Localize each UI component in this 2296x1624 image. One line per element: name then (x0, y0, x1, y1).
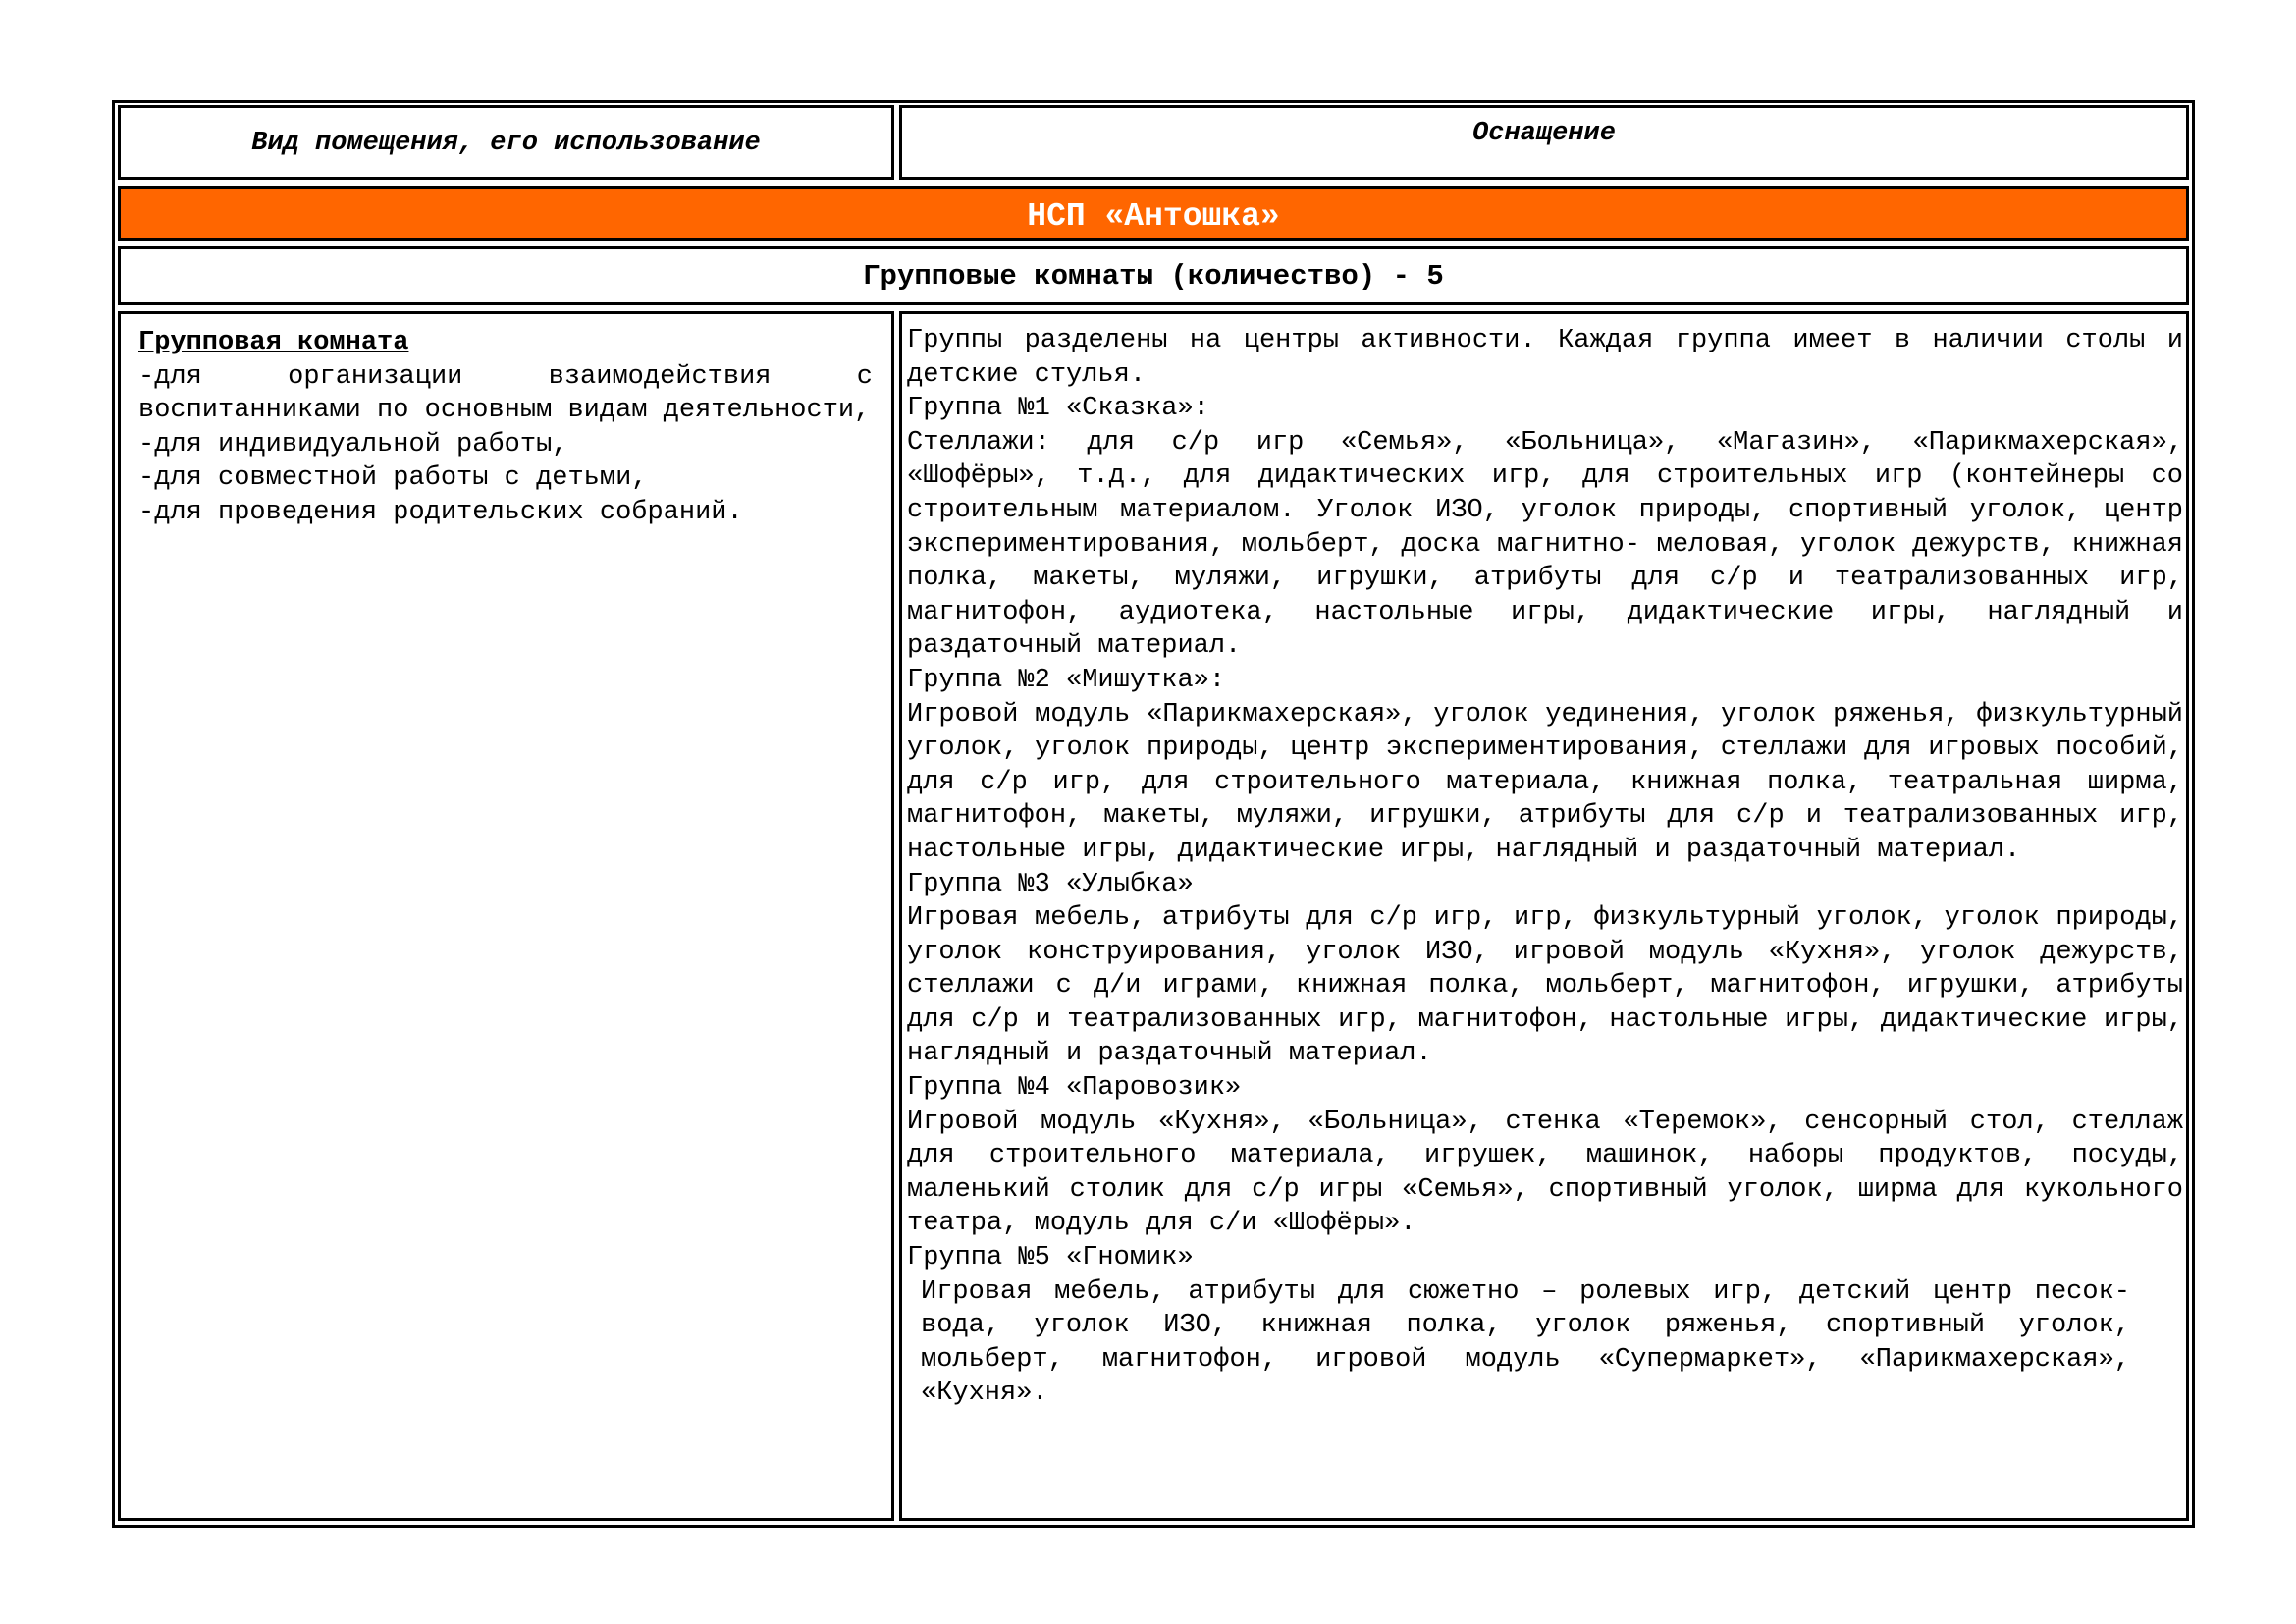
facility-banner (118, 186, 2189, 241)
group-2-title: Группа №2 «Мишутка»: (907, 665, 1226, 695)
group-2-text: Игровой модуль «Парикмахерская», уголок уединения, уголок ряженья, физкультурный уголок, уголок природы, центр экспериментирования, стеллажи для игровых пособий, для с/р игр, для строительного материала, книжная полка, театральная ширма, магнитофон, макеты, муляжи, игрушки, атрибуты для с/р и театрализованных игр, настольные игры, дидактические игры, наглядный и раздаточный материал. (907, 699, 2183, 865)
room-cell (118, 311, 894, 1521)
section-title: Групповые комнаты (количество) - 5 (863, 260, 1444, 293)
group-4-title: Группа №4 «Паровозик» (907, 1073, 1242, 1104)
group-5-title: Группа №5 «Гномик» (907, 1243, 1194, 1273)
group-4-text: Игровой модуль «Кухня», «Больница», стенка «Теремок», сенсорный стол, стеллаж для строительного материала, игрушек, машинок, наборы продуктов, посуды, маленький столик для с/р игры «Семья», спортивный уголок, ширма для кукольного театра, модуль для с/и «Шофёры». (907, 1107, 2183, 1239)
equipment-description (907, 324, 2183, 1411)
group-1-text: Стеллажи: для с/р игр «Семья», «Больница», «Магазин», «Парикмахерская», «Шофёры», т.д., для дидактических игр, для строительных игр (контейнеры со строительным материалом. Уголок ИЗО, уголок природы, спортивный уголок, центр экспериментирования, мольберт, доска магнитно- меловая, уголок дежурств, книжная полка, макеты, муляжи, игрушки, атрибуты для с/р и театрализованных игр, магнитофон, аудиотека, настольные игры, дидактические игры, наглядный и раздаточный материал. (907, 427, 2183, 662)
equipment-intro: Группы разделены на центры активности. Каждая группа имеет в наличии столы и детские стулья. (907, 326, 2183, 390)
room-purposes: -для организации взаимодействия с воспитанниками по основным видам деятельности, -для индивидуальной работы, -для совместной работы с детьми, -для проведения родительских собраний. (138, 361, 873, 527)
header-cell-equipment (899, 105, 2189, 180)
group-5-text: Игровая мебель, атрибуты для сюжетно – ролевых игр, детский центр песок-вода, уголок ИЗО, книжная полка, уголок ряженья, спортивный уголок, мольберт, магнитофон, игровой модуль «Супермаркет», «Парикмахерская», «Кухня». (921, 1276, 2130, 1409)
group-3-title: Группа №3 «Улыбка» (907, 869, 1194, 899)
header-room-type-label: Вид помещения, его использование (251, 129, 761, 158)
facility-name: НСП «Антошка» (1027, 198, 1280, 235)
header-cell-room-type (118, 105, 894, 180)
section-row (118, 246, 2189, 305)
group-3-text: Игровая мебель, атрибуты для с/р игр, игр, физкультурный уголок, уголок природы, уголок конструирования, уголок ИЗО, игровой модуль «Кухня», уголок дежурств, стеллажи с д/и играми, книжная полка, мольберт, магнитофон, игрушки, атрибуты для с/р и театрализованных игр, магнитофон, настольные игры, дидактические игры, наглядный и раздаточный материал. (907, 903, 2183, 1069)
room-title: Групповая комната (138, 328, 409, 357)
room-description (138, 326, 873, 530)
header-equipment-label: Оснащение (1472, 119, 1616, 148)
equipment-cell (899, 311, 2189, 1521)
group-1-title: Группа №1 «Сказка»: (907, 394, 1209, 424)
